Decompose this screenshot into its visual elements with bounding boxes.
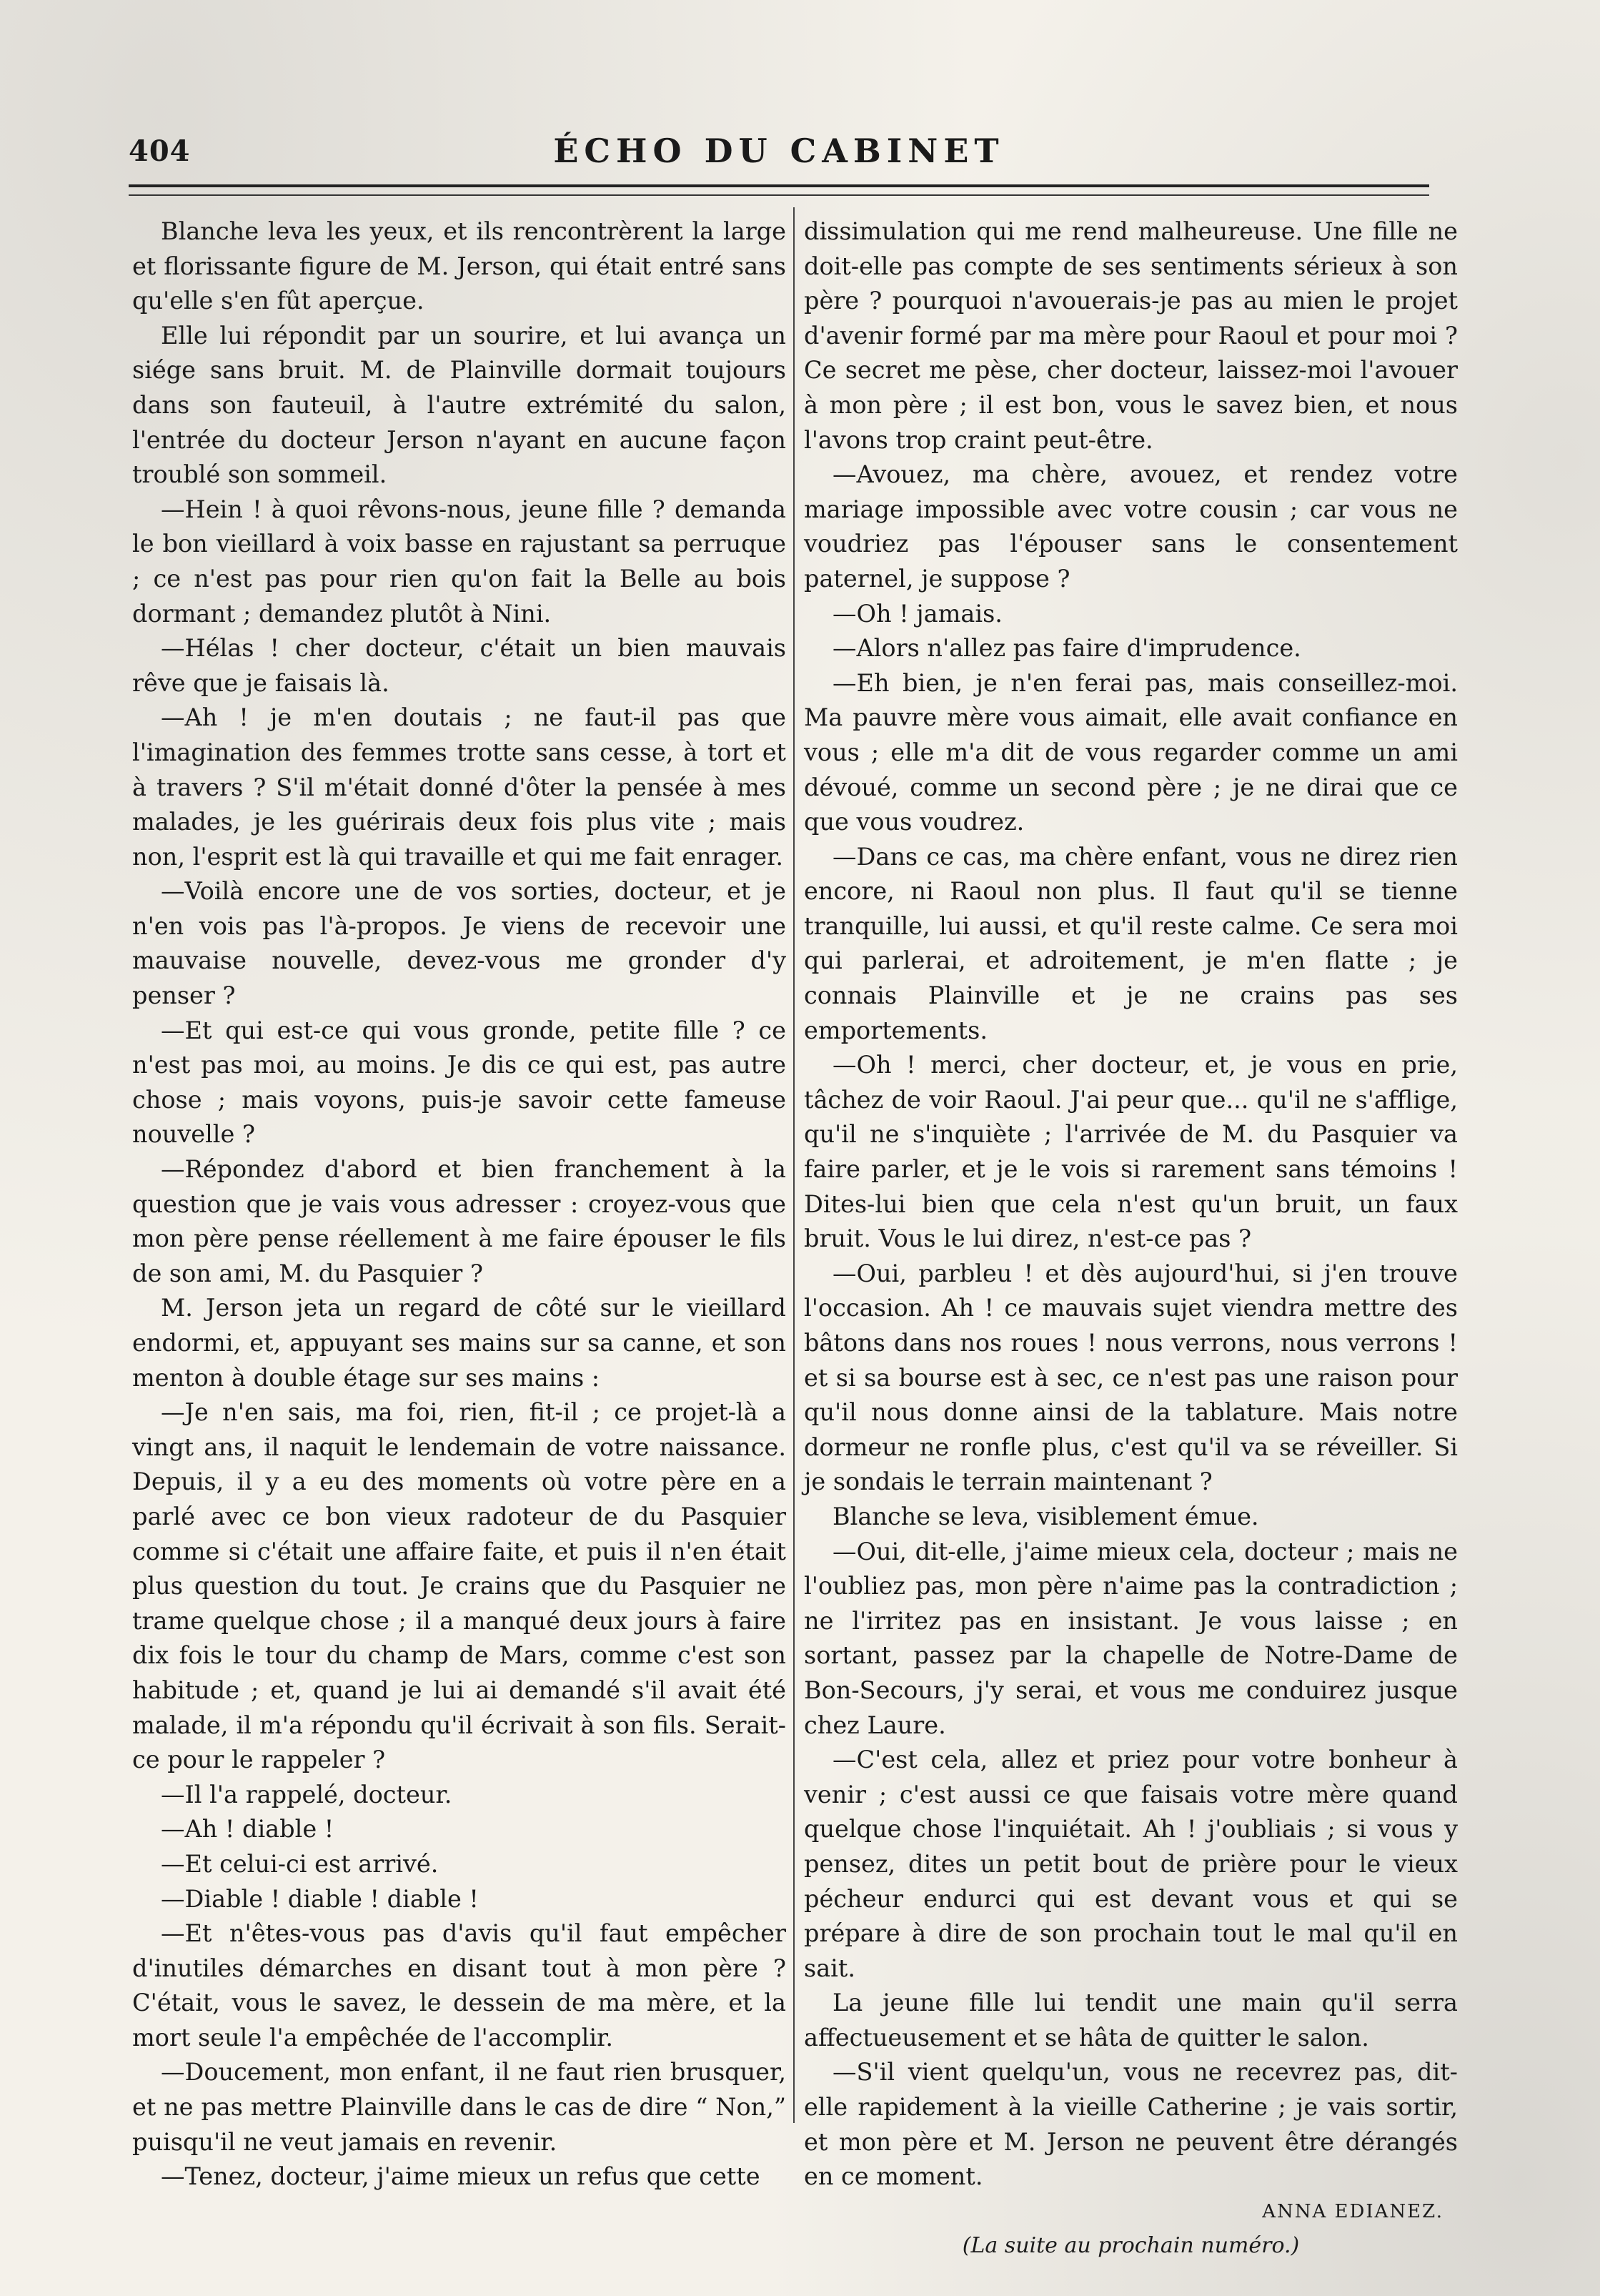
paragraph: Blanche leva les yeux, et ils rencontrèrent la large et florissante figure de M. Jerson, qui était entré sans qu'elle s'en fût aperçue. (132, 217, 786, 315)
author-signature: ANNA EDIANEZ. (1262, 2200, 1444, 2222)
header-rule-thin (129, 194, 1429, 196)
paragraph: —Répondez d'abord et bien franchement à la question que je vais vous adresser : croyez-vous que mon père pense réellement à me faire épouser le fils de son ami, M. du Pasquier ? (132, 1155, 786, 1287)
paragraph: —Je n'en sais, ma foi, rien, fit-il ; ce projet-là a vingt ans, il naquit le lendemain de votre naissance. Depuis, il y a eu des moments où votre père en a parlé avec ce bon vieux radoteur de du Pasquier comme si c'était une affaire faite, et puis il n'en était plus question du tout. Je crains que du Pasquier ne trame quelque chose ; il a manqué deux jours à faire dix fois le tour du champ de Mars, comme c'est son habitude ; et, quand je lui ai demandé s'il avait été malade, il m'a répondu qu'il écrivait à son fils. Serait-ce pour le rappeler ? (132, 1398, 786, 1774)
paragraph: —Et celui-ci est arrivé. (161, 1849, 439, 1878)
paragraph: —Et n'êtes-vous pas d'avis qu'il faut empêcher d'inutiles démarches en disant tout à mon père ? C'était, vous le savez, le dessein de ma mère, et la mort seule l'a empêchée de l'accomplir. (132, 1919, 786, 2052)
paragraph: —Et qui est-ce qui vous gronde, petite fille ? ce n'est pas moi, au moins. Je dis ce qui est, pas autre chose ; mais voyons, puis-je savoir cette fameuse nouvelle ? (132, 1016, 786, 1149)
page-number: 404 (129, 134, 191, 168)
page-header (129, 129, 1429, 179)
paragraph: —Il l'a rappelé, docteur. (161, 1780, 452, 1808)
paragraph: —Ah ! je m'en doutais ; ne faut-il pas que l'imagination des femmes trotte sans cesse, à tort et à travers ? S'il m'était donné d'ôter la pensée à mes malades, je les guérirais deux fois plus vite ; mais non, l'esprit est là qui travaille et qui me fait enrager. (132, 703, 786, 871)
continuation-note: (La suite au prochain numéro.) (962, 2232, 1300, 2258)
header-rule-thick (129, 184, 1429, 187)
paragraph: La jeune fille lui tendit une main qu'il serra affectueusement et se hâta de quitter le salon. (804, 1989, 1458, 2052)
column-divider (793, 207, 795, 2123)
paragraph: —C'est cela, allez et priez pour votre bonheur à venir ; c'est aussi ce que faisais votre mère quand quelque chose l'inquiétait. Ah ! j'oubliais ; si vous y pensez, dites un petit bout de prière pour le vieux pécheur endurci qui est devant vous et qui se prépare à dire de son prochain tout le mal qu'il en sait. (804, 1746, 1458, 1982)
running-title: ÉCHO DU CABINET (553, 132, 1005, 170)
paragraph: —Oui, parbleu ! et dès aujourd'hui, si j'en trouve l'occasion. Ah ! ce mauvais sujet viendra mettre des bâtons dans nos roues ! nous verrons, nous verrons ! et si sa bourse est à sec, ce n'est pas une raison pour qu'il nous donne ainsi de la tablature. Mais notre dormeur ne ronfle plus, c'est qu'il va se réveiller. Si je sondais le terrain maintenant ? (804, 1259, 1458, 1496)
paragraph: —Eh bien, je n'en ferai pas, mais conseillez-moi. Ma pauvre mère vous aimait, elle avait confiance en vous ; elle m'a dit de vous regarder comme un ami dévoué, comme un second père ; je ne dirai que ce que vous voudrez. (804, 668, 1458, 836)
paragraph: —S'il vient quelqu'un, vous ne recevrez pas, dit-elle rapidement à la vieille Catherine ; je vais sortir, et mon père et M. Jerson ne peuvent être dérangés en ce moment. (804, 2058, 1458, 2191)
paragraph: —Doucement, mon enfant, il ne faut rien brusquer, et ne pas mettre Plainville dans le cas de dire “ Non,” puisqu'il ne veut jamais en revenir. (132, 2058, 786, 2156)
paragraph: Blanche se leva, visiblement émue. (833, 1502, 1259, 1530)
paragraph: —Avouez, ma chère, avouez, et rendez votre mariage impossible avec votre cousin ; car vous ne voudriez pas l'épouser sans le consentement paternel, je suppose ? (804, 460, 1458, 593)
paragraph: —Oh ! merci, cher docteur, et, je vous en prie, tâchez de voir Raoul. J'ai peur que... qu'il ne s'afflige, qu'il ne s'inquiète ; l'arrivée de M. du Pasquier va faire parler, et je le vois si rarement sans témoins ! Dites-lui bien que cela n'est qu'un bruit, un faux bruit. Vous le lui direz, n'est-ce pas ? (804, 1051, 1458, 1253)
paragraph: —Hélas ! cher docteur, c'était un bien mauvais rêve que je faisais là. (132, 634, 786, 697)
paragraph: Elle lui répondit par un sourire, et lui avança un siége sans bruit. M. de Plainville dormait toujours dans son fauteuil, à l'autre extrémité du salon, l'entrée du docteur Jerson n'ayant en aucune façon troublé son sommeil. (132, 321, 786, 489)
paragraph: —Oui, dit-elle, j'aime mieux cela, docteur ; mais ne l'oubliez pas, mon père n'aime pas la contradiction ; ne l'irritez pas en insistant. Je vous laisse ; en sortant, passez par la chapelle de Notre-Dame de Bon-Secours, j'y serai, et vous me conduirez jusque chez Laure. (804, 1537, 1458, 1739)
paragraph: M. Jerson jeta un regard de côté sur le vieillard endormi, et, appuyant ses mains sur sa canne, et son menton à double étage sur ses mains : (132, 1294, 786, 1392)
paragraph: —Dans ce cas, ma chère enfant, vous ne direz rien encore, ni Raoul non plus. Il faut qu'il se tienne tranquille, lui aussi, et qu'il reste calme. Ce sera moi qui parlerai, et adroitement, je m'en flatte ; je connais Plainville et je ne crains pas ses emportements. (804, 842, 1458, 1044)
paragraph: —Ah ! diable ! (161, 1815, 334, 1844)
paragraph: —Voilà encore une de vos sorties, docteur, et je n'en vois pas l'à-propos. Je viens de recevoir une mauvaise nouvelle, devez-vous me gronder d'y penser ? (132, 877, 786, 1010)
paragraph: —Oh ! jamais. (833, 599, 1003, 628)
right-column (804, 214, 1458, 2263)
paragraph: —Diable ! diable ! diable ! (161, 1884, 479, 1913)
paragraph: —Tenez, docteur, j'aime mieux un refus que cette (161, 2162, 760, 2191)
paragraph: —Hein ! à quoi rêvons-nous, jeune fille ? demanda le bon vieillard à voix basse en rajustant sa perruque ; ce n'est pas pour rien qu'on fait la Belle au bois dormant ; demandez plutôt à Nini. (132, 495, 786, 628)
left-column (132, 214, 786, 2194)
paragraph: —Alors n'allez pas faire d'imprudence. (833, 634, 1301, 663)
paragraph: dissimulation qui me rend malheureuse. Une fille ne doit-elle pas compte de ses sentiments sérieux à son père ? pourquoi n'avouerais-je pas au mien le projet d'avenir formé par ma mère pour Raoul et pour moi ? Ce secret me pèse, cher docteur, laissez-moi l'avouer à mon père ; il est bon, vous le savez bien, et nous l'avons trop craint peut-être. (804, 217, 1458, 454)
